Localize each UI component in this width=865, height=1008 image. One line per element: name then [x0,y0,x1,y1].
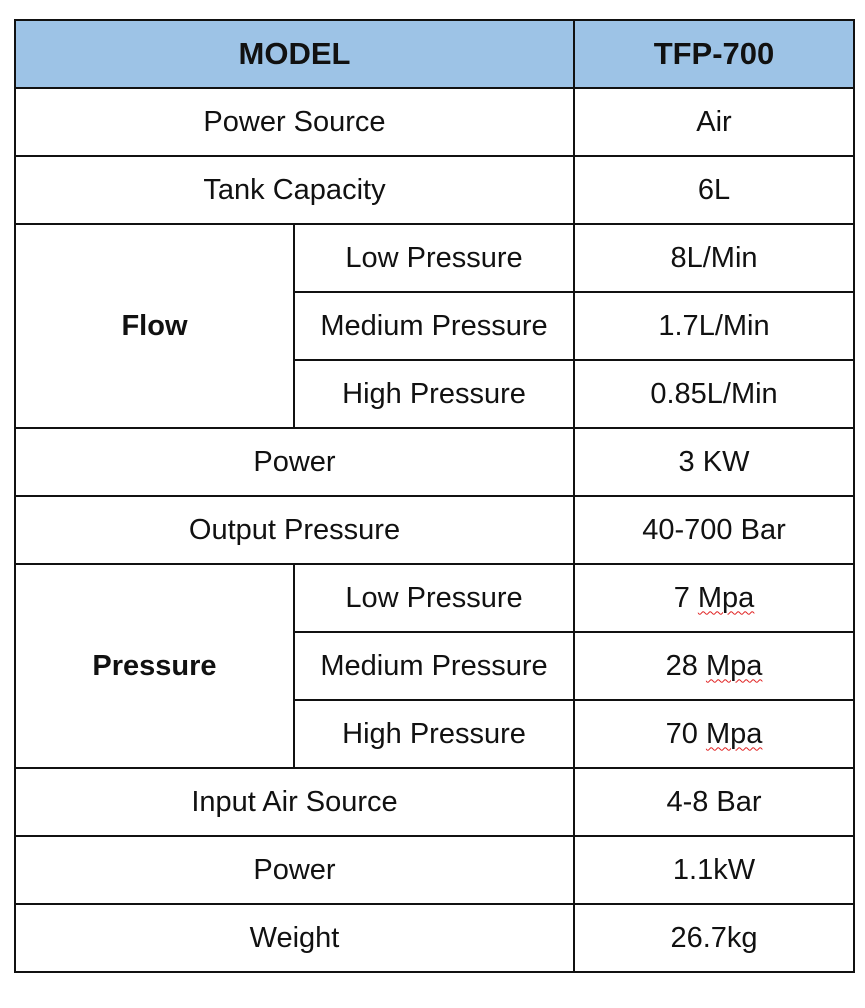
value-number: 70 [665,717,698,750]
row-label: Power [15,836,574,904]
row-value: 26.7kg [574,904,854,972]
row-value [574,632,854,700]
sub-label: High Pressure [294,360,574,428]
model-header: MODEL [15,20,574,88]
sub-label: Medium Pressure [294,632,574,700]
row-value: 1.1kW [574,836,854,904]
row-label: Input Air Source [15,768,574,836]
group-label-flow: Flow [15,224,294,428]
row-value: 40-700 Bar [574,496,854,564]
value-unit: Mpa [705,717,763,750]
row-value [574,564,854,632]
sub-label: Low Pressure [294,224,574,292]
row-label: Output Pressure [15,496,574,564]
model-value-header: TFP-700 [574,20,854,88]
row-label: Weight [15,904,574,972]
value-number: 28 [665,649,698,682]
table-row [15,768,854,836]
row-value: 1.7L/Min [574,292,854,360]
row-label: Tank Capacity [15,156,574,224]
table-row [15,564,854,632]
sub-label: Medium Pressure [294,292,574,360]
row-value: 6L [574,156,854,224]
row-value: 4-8 Bar [574,768,854,836]
table-row [15,904,854,972]
row-label: Power [15,428,574,496]
table-row [15,496,854,564]
table-row [15,428,854,496]
table-header-row [15,20,854,88]
spec-table [14,19,855,973]
row-value: 0.85L/Min [574,360,854,428]
value-unit: Mpa [697,581,755,614]
value-number: 7 [673,581,690,614]
table-row [15,156,854,224]
row-value: Air [574,88,854,156]
row-value: 3 KW [574,428,854,496]
row-value: 8L/Min [574,224,854,292]
sub-label: High Pressure [294,700,574,768]
table-row [15,88,854,156]
row-value [574,700,854,768]
row-label: Power Source [15,88,574,156]
value-unit: Mpa [705,649,763,682]
table-row [15,224,854,292]
table-row [15,836,854,904]
group-label-pressure: Pressure [15,564,294,768]
sub-label: Low Pressure [294,564,574,632]
